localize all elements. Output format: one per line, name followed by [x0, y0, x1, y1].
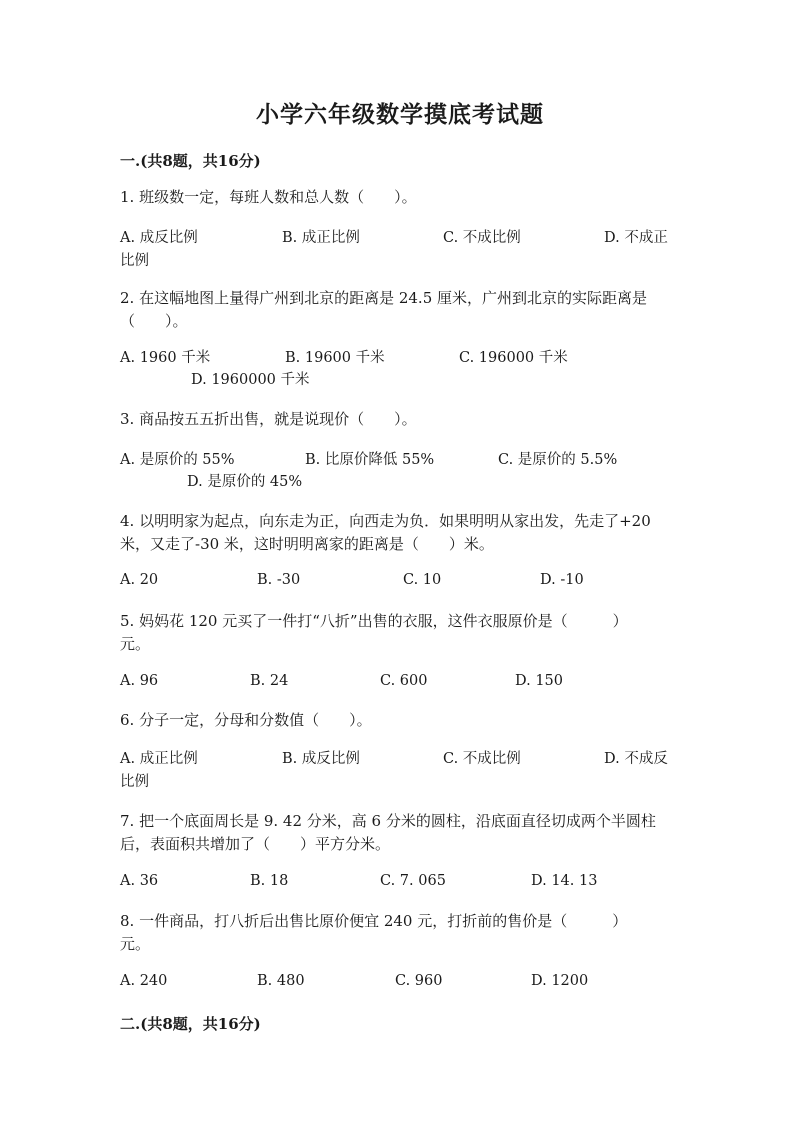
question-text: 4. 以明明家为起点，向东走为正，向西走为负．如果明明从家出发，先走了+20	[120, 512, 651, 530]
option-c: C. 960	[395, 973, 443, 989]
question-text: 2. 在这幅地图上量得广州到北京的距离是 24.5 厘米，广州到北京的实际距离是	[120, 289, 648, 307]
option-b: B. 19600 千米	[285, 350, 385, 366]
question-text-cont: 元。	[120, 635, 151, 653]
question-8	[120, 910, 680, 956]
question-text-cont: 元。	[120, 935, 151, 953]
section-heading-2: 二.(共8题，共16分)	[120, 1015, 261, 1033]
question-1	[120, 186, 680, 209]
option-b: B. 24	[250, 673, 289, 689]
question-text-cont: 米，又走了-30 米，这时明明离家的距离是（ ）米。	[120, 535, 494, 553]
question-4	[120, 510, 680, 556]
question-7	[120, 810, 680, 856]
option-c: C. 不成比例	[443, 751, 521, 767]
option-d: D. 是原价的 45%	[187, 474, 303, 490]
option-b: B. -30	[257, 572, 301, 588]
option-b: B. 18	[250, 873, 289, 889]
option-c: C. 是原价的 5.5%	[498, 452, 618, 468]
question-3	[120, 408, 680, 431]
option-d: D. 150	[515, 673, 564, 689]
option-b: B. 成正比例	[282, 230, 360, 246]
option-d: D. 不成反	[604, 751, 668, 767]
option-d: D. 不成正	[604, 230, 668, 246]
option-a: A. 96	[120, 673, 159, 689]
option-a: A. 成正比例	[120, 751, 198, 767]
option-a: A. 1960 千米	[120, 350, 211, 366]
option-a: A. 36	[120, 873, 159, 889]
option-b: B. 比原价降低 55%	[305, 452, 435, 468]
question-text-cont: （ ）。	[120, 312, 188, 330]
page-title: 小学六年级数学摸底考试题	[256, 101, 544, 128]
question-2	[120, 287, 680, 333]
option-a: A. 是原价的 55%	[120, 452, 235, 468]
section-heading-1: 一.(共8题，共16分)	[120, 152, 261, 170]
option-a: A. 240	[120, 973, 168, 989]
question-5	[120, 610, 680, 656]
option-b: B. 480	[257, 973, 305, 989]
option-wrap: 比例	[120, 253, 149, 269]
option-a: A. 成反比例	[120, 230, 198, 246]
option-d: D. 14. 13	[531, 873, 598, 889]
option-d: D. -10	[540, 572, 584, 588]
option-c: C. 196000 千米	[459, 350, 568, 366]
option-b: B. 成反比例	[282, 751, 360, 767]
question-text: 6. 分子一定，分母和分数值（ ）。	[120, 711, 372, 729]
question-text: 8. 一件商品，打八折后出售比原价便宜 240 元，打折前的售价是（ ）	[120, 912, 628, 930]
option-c: C. 不成比例	[443, 230, 521, 246]
question-text: 3. 商品按五五折出售，就是说现价（ ）。	[120, 410, 417, 428]
option-d: D. 1960000 千米	[191, 372, 310, 388]
question-6	[120, 709, 680, 732]
question-text-cont: 后，表面积共增加了（ ）平方分米。	[120, 835, 391, 853]
option-c: C. 7. 065	[380, 873, 446, 889]
question-text: 7. 把一个底面周长是 9. 42 分米，高 6 分米的圆柱，沿底面直径切成两个半圆柱	[120, 812, 656, 830]
option-a: A. 20	[120, 572, 159, 588]
option-c: C. 10	[403, 572, 442, 588]
option-d: D. 1200	[531, 973, 589, 989]
option-c: C. 600	[380, 673, 428, 689]
option-wrap: 比例	[120, 774, 149, 790]
question-text: 1. 班级数一定，每班人数和总人数（ ）。	[120, 188, 417, 206]
question-text: 5. 妈妈花 120 元买了一件打“八折”出售的衣服，这件衣服原价是（ ）	[120, 612, 628, 630]
